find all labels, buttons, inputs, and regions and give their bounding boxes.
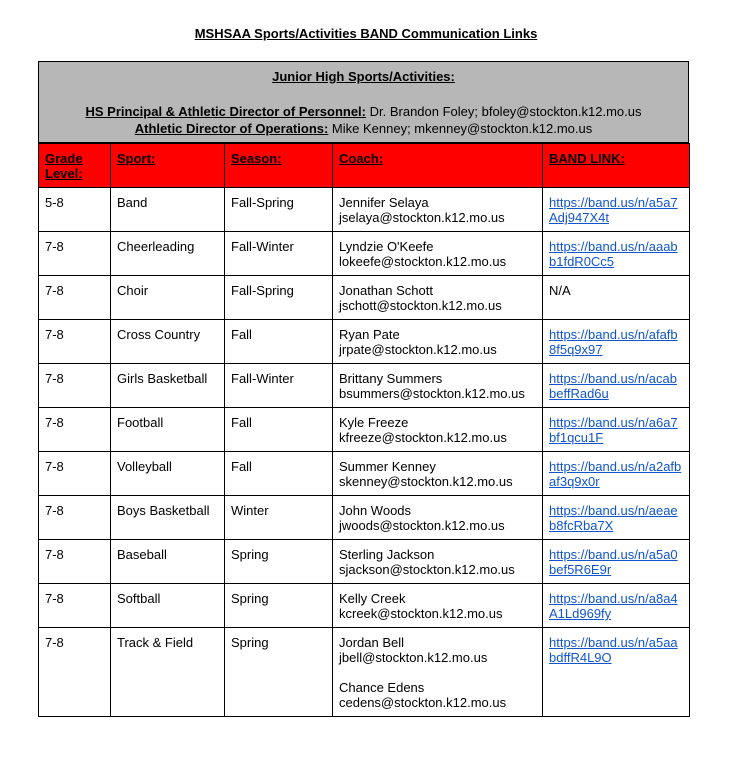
column-header-sport: Sport: [111, 144, 225, 188]
coach-email: jwoods@stockton.k12.mo.us [339, 518, 505, 533]
coach-email: bsummers@stockton.k12.mo.us [339, 386, 525, 401]
grade-cell: 7-8 [39, 232, 111, 276]
coach-email: jbell@stockton.k12.mo.us [339, 650, 488, 665]
sport-cell: Volleyball [111, 452, 225, 496]
coach-name: Kyle Freeze [339, 415, 409, 430]
column-header-band-link: BAND LINK: [543, 144, 690, 188]
band-link-cell [543, 320, 690, 364]
band-links-table [38, 143, 690, 717]
band-link-cell [543, 628, 690, 717]
coach-cell [333, 276, 543, 320]
table-row [39, 584, 690, 628]
coach-email: lokeefe@stockton.k12.mo.us [339, 254, 507, 269]
table-row [39, 408, 690, 452]
coach-name: Jennifer Selaya [339, 195, 429, 210]
column-header-season: Season: [225, 144, 333, 188]
band-link-cell [543, 584, 690, 628]
band-link[interactable]: https://band.us/n/a6a7bf1qcu1F [549, 415, 678, 445]
sport-cell: Football [111, 408, 225, 452]
operations-label: Athletic Director of Operations: [134, 121, 329, 136]
coach-cell [333, 628, 543, 717]
coach-email: cedens@stockton.k12.mo.us [339, 695, 507, 710]
coach-cell [333, 496, 543, 540]
band-link[interactable]: https://band.us/n/a5a0bef5R6E9r [549, 547, 678, 577]
coach-spacer [339, 665, 536, 680]
grade-cell: 7-8 [39, 320, 111, 364]
coach-email: jselaya@stockton.k12.mo.us [339, 210, 505, 225]
sport-cell: Choir [111, 276, 225, 320]
personnel-label: HS Principal & Athletic Director of Personnel: [85, 104, 366, 119]
band-link-cell [543, 496, 690, 540]
sport-cell: Band [111, 188, 225, 232]
coach-name: Chance Edens [339, 680, 425, 695]
grade-cell: 7-8 [39, 452, 111, 496]
band-link-cell [543, 408, 690, 452]
coach-name: Ryan Pate [339, 327, 400, 342]
coach-name: Lyndzie O'Keefe [339, 239, 434, 254]
table-row [39, 188, 690, 232]
table-row [39, 320, 690, 364]
coach-email: jrpate@stockton.k12.mo.us [339, 342, 497, 357]
band-link-cell [543, 232, 690, 276]
season-cell: Fall [225, 452, 333, 496]
band-link[interactable]: https://band.us/n/a8a4A1Ld969fy [549, 591, 678, 621]
coach-name: John Woods [339, 503, 412, 518]
column-header-coach: Coach: [333, 144, 543, 188]
season-cell: Fall-Winter [225, 232, 333, 276]
season-cell: Fall [225, 408, 333, 452]
table-row [39, 628, 690, 717]
band-link[interactable]: https://band.us/n/aeaeb8fcRba7X [549, 503, 678, 533]
coach-email: kcreek@stockton.k12.mo.us [339, 606, 503, 621]
grade-cell: 7-8 [39, 276, 111, 320]
season-cell: Spring [225, 540, 333, 584]
season-cell: Spring [225, 584, 333, 628]
band-link[interactable]: https://band.us/n/a2afbaf3q9x0r [549, 459, 682, 489]
band-link-cell [543, 364, 690, 408]
coach-name: Sterling Jackson [339, 547, 435, 562]
band-link[interactable]: https://band.us/n/aaabb1fdR0Cc5 [549, 239, 678, 269]
sport-cell: Softball [111, 584, 225, 628]
coach-name: Kelly Creek [339, 591, 406, 606]
band-link-cell [543, 540, 690, 584]
coach-name: Brittany Summers [339, 371, 443, 386]
personnel-line [39, 104, 688, 120]
table-row [39, 364, 690, 408]
coach-cell [333, 188, 543, 232]
section-title: Junior High Sports/Activities: [272, 69, 455, 84]
coach-name: Jonathan Schott [339, 283, 433, 298]
coach-email: skenney@stockton.k12.mo.us [339, 474, 513, 489]
grade-cell: 7-8 [39, 628, 111, 717]
band-link[interactable]: https://band.us/n/acabbeffRad6u [549, 371, 677, 401]
coach-email: kfreeze@stockton.k12.mo.us [339, 430, 507, 445]
sport-cell: Track & Field [111, 628, 225, 717]
personnel-value: Dr. Brandon Foley; bfoley@stockton.k12.mo.us [366, 104, 642, 119]
grade-cell: 7-8 [39, 540, 111, 584]
band-link[interactable]: https://band.us/n/a5aabdffR4L9O [549, 635, 678, 665]
season-cell: Fall [225, 320, 333, 364]
season-cell: Spring [225, 628, 333, 717]
section-header [38, 61, 689, 143]
table-row [39, 496, 690, 540]
coach-email: sjackson@stockton.k12.mo.us [339, 562, 515, 577]
grade-cell: 7-8 [39, 364, 111, 408]
grade-cell: 7-8 [39, 408, 111, 452]
table-row [39, 540, 690, 584]
band-link-cell [543, 276, 690, 320]
grade-cell: 5-8 [39, 188, 111, 232]
coach-cell [333, 452, 543, 496]
table-row [39, 232, 690, 276]
sport-cell: Boys Basketball [111, 496, 225, 540]
band-link-cell [543, 188, 690, 232]
grade-cell: 7-8 [39, 584, 111, 628]
band-link-na: N/A [549, 283, 571, 298]
operations-value: Mike Kenney; mkenney@stockton.k12.mo.us [328, 121, 593, 136]
band-link-cell [543, 452, 690, 496]
coach-cell [333, 540, 543, 584]
coach-name: Jordan Bell [339, 635, 405, 650]
coach-cell [333, 320, 543, 364]
coach-email: jschott@stockton.k12.mo.us [339, 298, 502, 313]
document-title: MSHSAA Sports/Activities BAND Communication Links [194, 26, 538, 41]
table-header-row [39, 144, 690, 188]
sport-cell: Cross Country [111, 320, 225, 364]
table-row [39, 452, 690, 496]
coach-cell [333, 584, 543, 628]
coach-name: Summer Kenney [339, 459, 436, 474]
column-header-grade: Grade Level: [39, 144, 111, 188]
coach-cell [333, 408, 543, 452]
coach-cell [333, 364, 543, 408]
season-cell: Fall-Winter [225, 364, 333, 408]
coach-cell [333, 232, 543, 276]
season-cell: Fall-Spring [225, 188, 333, 232]
table-row [39, 276, 690, 320]
band-link[interactable]: https://band.us/n/a5a7Adj947X4t [549, 195, 678, 225]
sport-cell: Cheerleading [111, 232, 225, 276]
band-link[interactable]: https://band.us/n/afafb8f5q9x97 [549, 327, 678, 357]
grade-cell: 7-8 [39, 496, 111, 540]
season-cell: Winter [225, 496, 333, 540]
sport-cell: Baseball [111, 540, 225, 584]
sport-cell: Girls Basketball [111, 364, 225, 408]
season-cell: Fall-Spring [225, 276, 333, 320]
operations-line [39, 121, 688, 137]
